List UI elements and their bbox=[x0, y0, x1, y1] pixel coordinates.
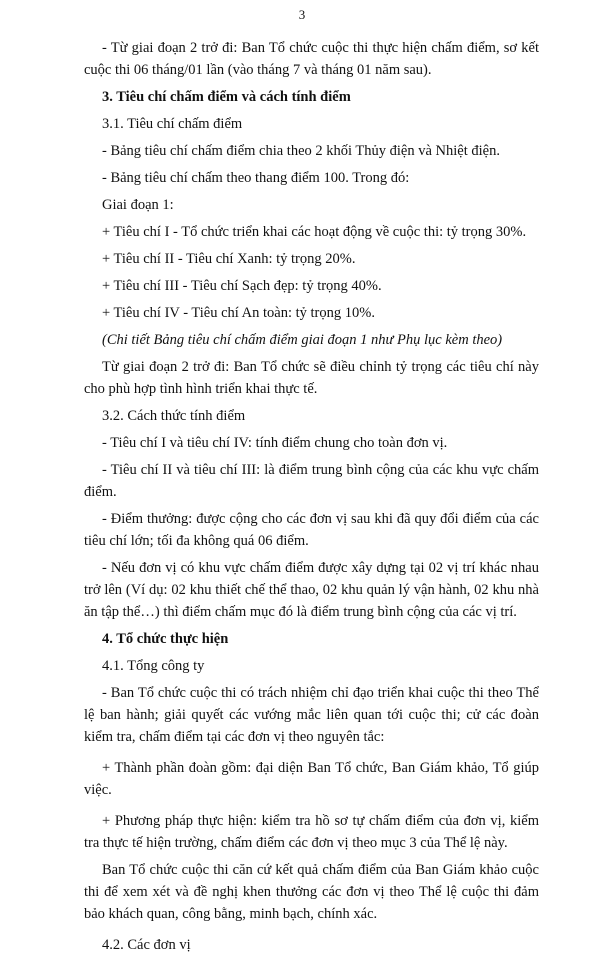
paragraph-l15: - Tiêu chí II và tiêu chí III: là điểm trung bình cộng của các khu vực chấm điểm. bbox=[84, 462, 539, 500]
document-body bbox=[84, 37, 539, 961]
paragraph-l10: + Tiêu chí IV - Tiêu chí An toàn: tỷ trọng 10%. bbox=[102, 305, 375, 321]
paragraph-l20: - Ban Tổ chức cuộc thi có trách nhiệm chỉ đạo triển khai cuộc thi theo Thể lệ ban hành; giải quyết các vướng mắc liên quan tới cuộc thi; cử các đoàn kiểm tra, chấm điểm tại các đơn vị theo nguyên tắc: bbox=[84, 685, 539, 745]
paragraph-l19: 4.1. Tổng công ty bbox=[102, 658, 205, 674]
paragraph-l05: - Bảng tiêu chí chấm theo thang điểm 100. Trong đó: bbox=[102, 170, 410, 186]
paragraph-l13: 3.2. Cách thức tính điểm bbox=[102, 408, 246, 424]
paragraph-l21: + Thành phần đoàn gồm: đại diện Ban Tổ chức, Ban Giám khảo, Tổ giúp việc. bbox=[84, 760, 539, 798]
paragraph-l09: + Tiêu chí III - Tiêu chí Sạch đẹp: tỷ trọng 40%. bbox=[102, 278, 382, 294]
paragraph-l04: - Bảng tiêu chí chấm điểm chia theo 2 khối Thủy điện và Nhiệt điện. bbox=[102, 143, 500, 159]
paragraph-l03: 3.1. Tiêu chí chấm điểm bbox=[102, 116, 243, 132]
paragraph-l06: Giai đoạn 1: bbox=[102, 197, 174, 213]
page-number: 3 bbox=[298, 7, 306, 22]
paragraph-l14: - Tiêu chí I và tiêu chí IV: tính điểm chung cho toàn đơn vị. bbox=[102, 435, 448, 451]
paragraph-l08: + Tiêu chí II - Tiêu chí Xanh: tỷ trọng 20%. bbox=[102, 251, 356, 267]
paragraph-l17: - Nếu đơn vị có khu vực chấm điểm được xây dựng tại 02 vị trí khác nhau trở lên (Ví dụ: 02 khu thiết chế thể thao, 02 khu quản lý vận hành, 02 khu nhà ăn tập thể…) thì điểm chấm mục đó là điểm trung bình cộng của các vị trí. bbox=[84, 560, 539, 620]
paragraph-l18: 4. Tổ chức thực hiện bbox=[102, 631, 229, 647]
paragraph-l23: Ban Tổ chức cuộc thi căn cứ kết quả chấm điểm của Ban Giám khảo cuộc thi để xem xét và đề nghị khen thưởng các đơn vị theo Thể lệ cuộc thi đảm bảo khách quan, công bằng, minh bạch, chính xác. bbox=[84, 862, 539, 922]
paragraph-l01: - Từ giai đoạn 2 trở đi: Ban Tổ chức cuộc thi thực hiện chấm điểm, sơ kết cuộc thi 06 tháng/01 lần (vào tháng 7 và tháng 01 năm sau). bbox=[84, 40, 539, 78]
paragraph-l07: + Tiêu chí I - Tổ chức triển khai các hoạt động về cuộc thi: tỷ trọng 30%. bbox=[102, 224, 527, 240]
paragraph-l12: Từ giai đoạn 2 trở đi: Ban Tổ chức sẽ điều chỉnh tỷ trọng các tiêu chí này cho phù hợp tình hình triển khai thực tế. bbox=[84, 359, 539, 397]
paragraph-l02: 3. Tiêu chí chấm điểm và cách tính điểm bbox=[102, 89, 351, 105]
paragraph-l24: 4.2. Các đơn vị bbox=[102, 937, 191, 953]
paragraph-l22: + Phương pháp thực hiện: kiểm tra hồ sơ tự chấm điểm của đơn vị, kiểm tra thực tế hiện trường, chấm điểm các đơn vị theo mục 3 của Thể lệ này. bbox=[84, 813, 539, 851]
paragraph-l16: - Điểm thưởng: được cộng cho các đơn vị sau khi đã quy đổi điểm của các tiêu chí lớn; tối đa không quá 06 điểm. bbox=[84, 511, 539, 549]
paragraph-l11: (Chi tiết Bảng tiêu chí chấm điểm giai đoạn 1 như Phụ lục kèm theo) bbox=[102, 332, 503, 348]
